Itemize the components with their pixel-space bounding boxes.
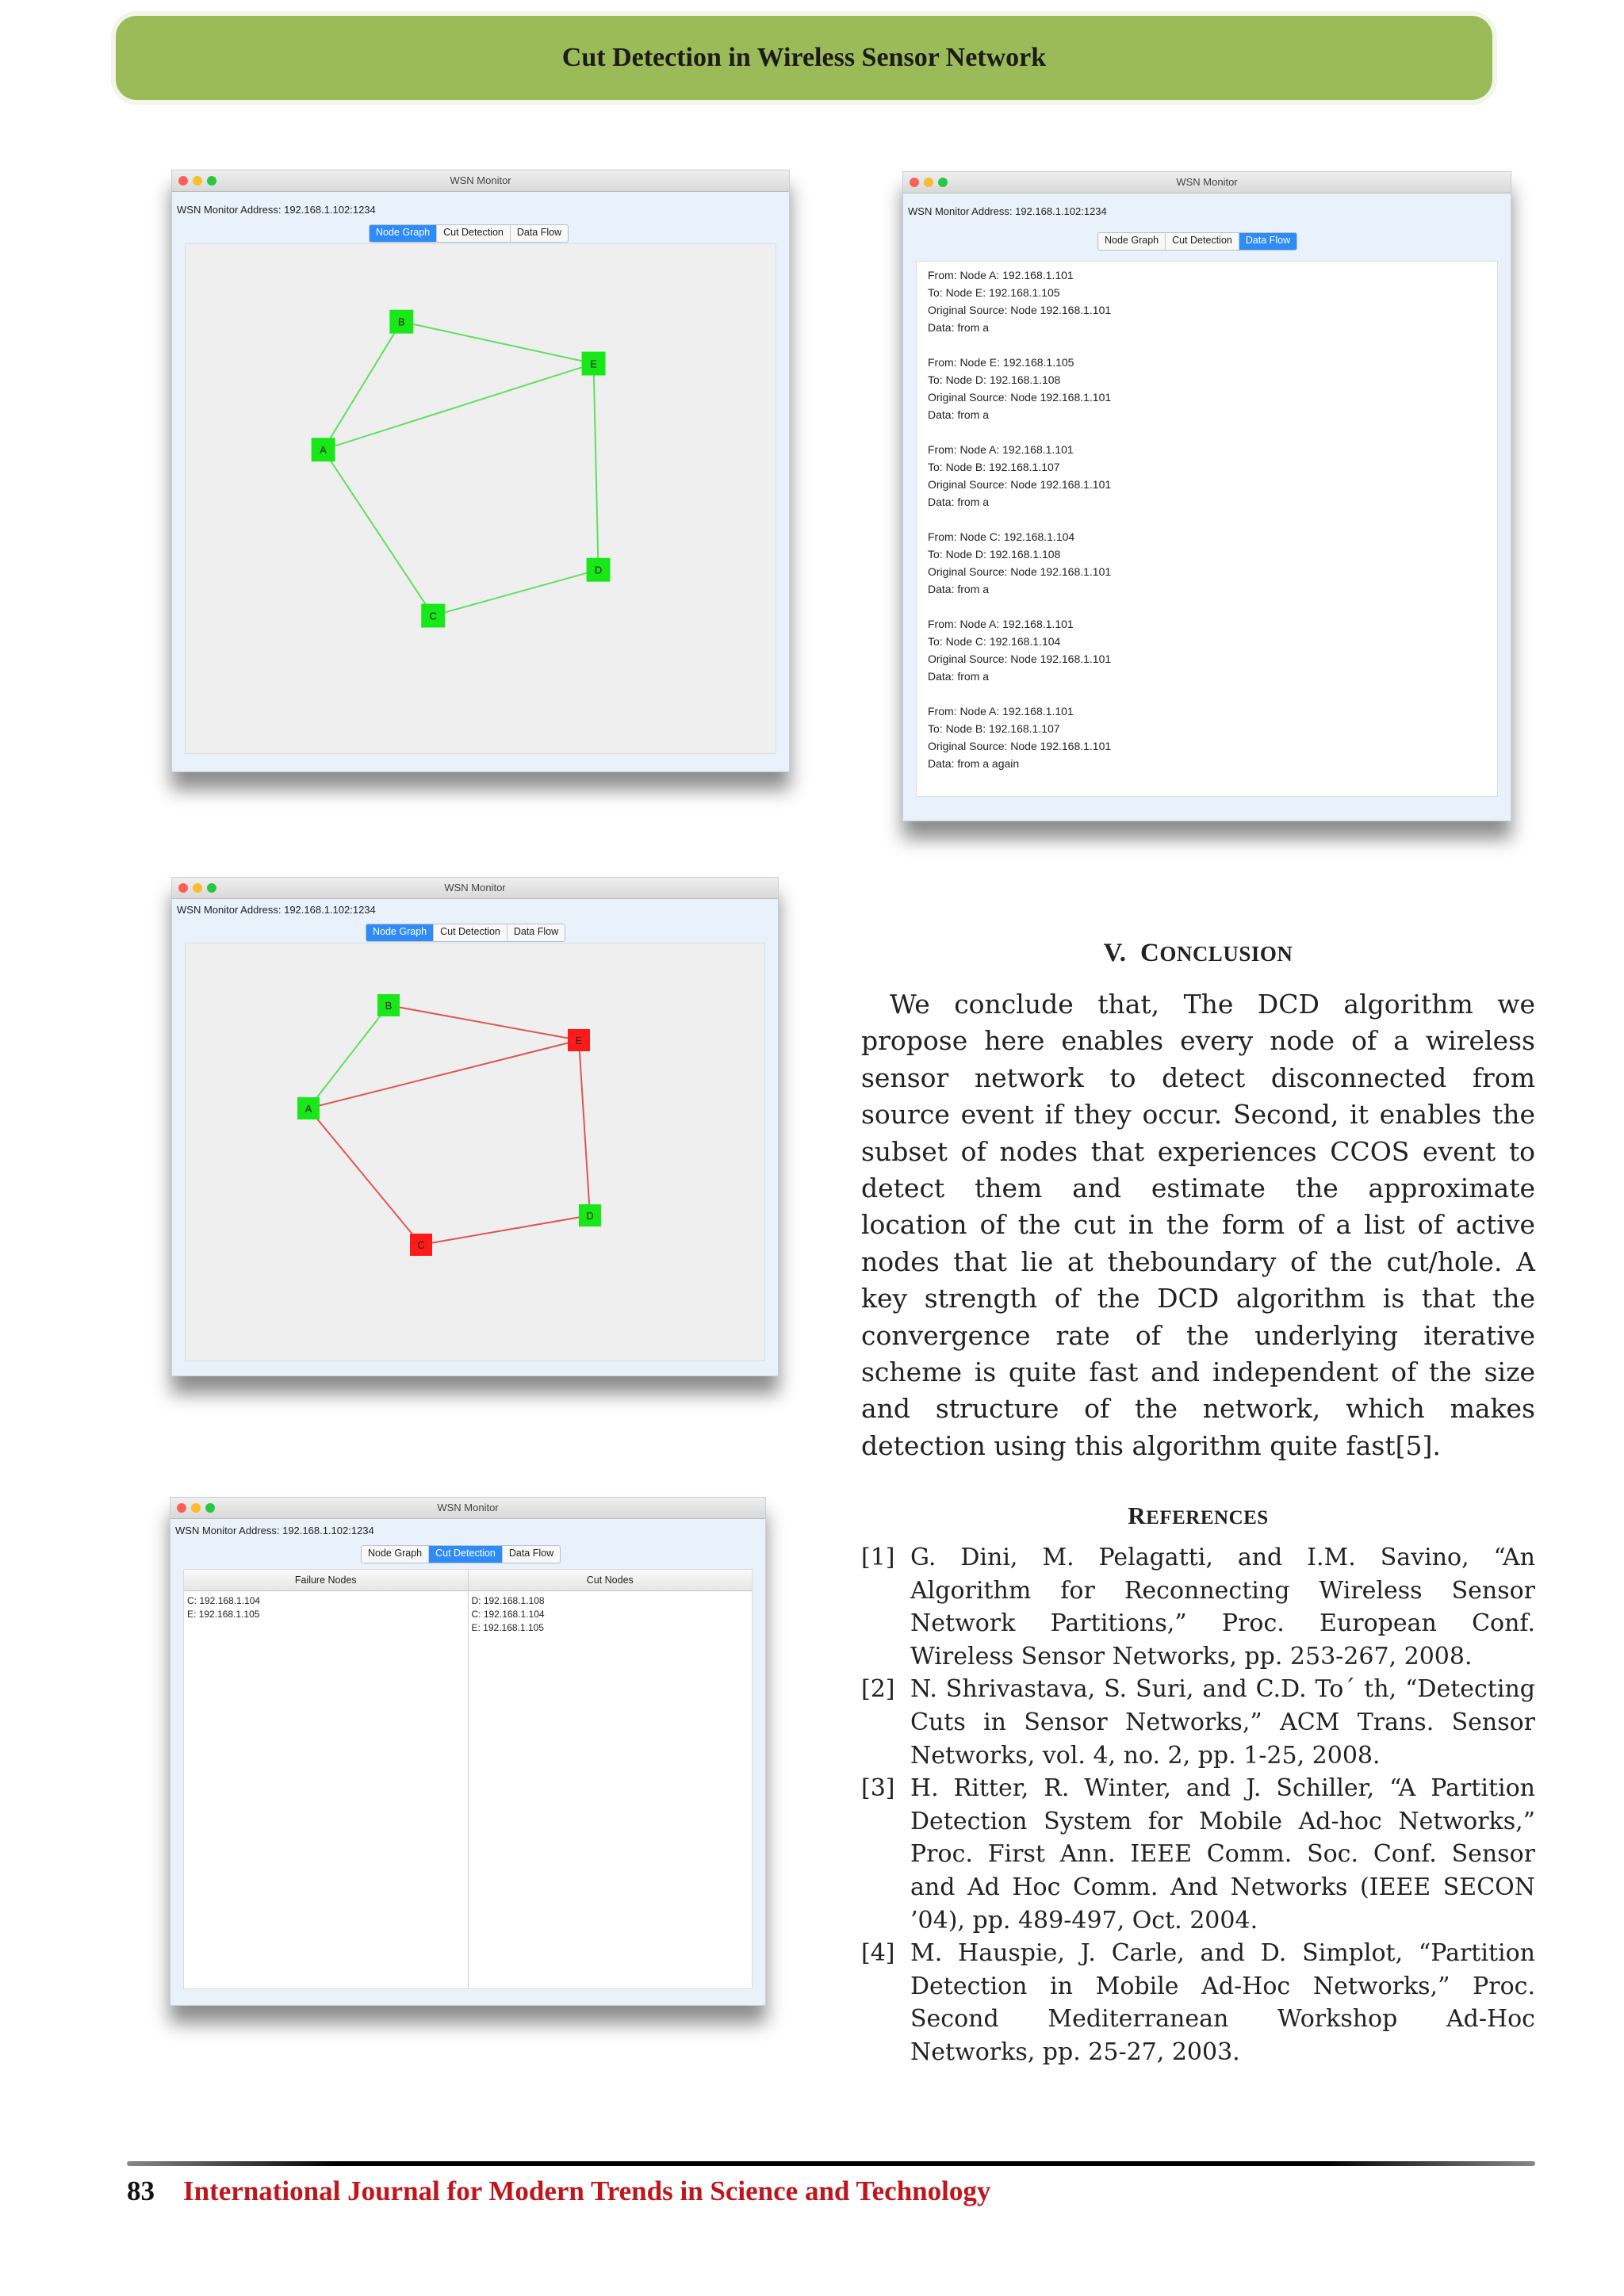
flow-line: Original Source: Node 192.168.1.101 [928,478,1112,491]
tab-node-graph[interactable]: Node Graph [370,225,437,242]
node-label: D [586,1210,594,1222]
link-a-c [324,450,434,615]
flow-entry [928,528,1111,598]
reference-item [861,1937,1535,2068]
flow-line: Data: from a [928,496,990,508]
window-titlebar [903,172,1511,193]
flow-line: Data: from a again [928,757,1020,770]
column-header-cut-nodes[interactable]: Cut Nodes [469,1570,753,1591]
flow-line: Original Source: Node 192.168.1.101 [928,304,1112,316]
heading-initial: R [1128,1502,1147,1529]
page-footer [127,2175,990,2207]
flow-entry [928,702,1111,772]
flow-line: Original Source: Node 192.168.1.101 [928,652,1112,665]
journal-name: International Journal for Modern Trends in Science and Technology [183,2175,991,2206]
node-label: B [397,316,405,328]
reference-text: M. Hauspie, J. Carle, and D. Simplot, “Partition Detection in Mobile Ad-Hoc Networks,” Proc. Second Mediterranean Workshop Ad-Hoc Networks, pp. 25-27, 2003. [910,1939,1535,2066]
tab-cut-detection[interactable]: Cut Detection [429,1546,503,1563]
data-flow-panel [916,261,1498,797]
node-entry[interactable]: C: 192.168.1.104 [471,1609,545,1620]
column-header-failure-nodes[interactable]: Failure Nodes [184,1570,468,1591]
sensor-node-c[interactable] [421,604,445,628]
sensor-node-b[interactable] [389,310,413,334]
references-heading [861,1502,1535,1530]
node-label: A [304,1103,312,1115]
footer-rule [127,2161,1535,2166]
node-label: C [417,1239,425,1251]
flow-line: Original Source: Node 192.168.1.101 [928,740,1112,752]
node-entry[interactable]: D: 192.168.1.108 [471,1595,545,1606]
wsn-monitor-window-cut-detection [170,1497,766,2006]
node-label: C [429,610,437,622]
tab-data-flow[interactable]: Data Flow [513,926,559,937]
heading-rest: EFERENCES [1146,1507,1269,1529]
node-label: E [590,358,597,370]
window-titlebar [172,170,789,192]
flow-entry [928,441,1111,511]
reference-item [861,1541,1535,1673]
node-entry[interactable]: E: 192.168.1.105 [187,1609,260,1620]
link-a-c [308,1108,421,1245]
window-titlebar [170,1498,765,1519]
network-graph [186,943,764,1360]
flow-line: From: Node E: 192.168.1.105 [928,356,1074,369]
flow-entry [928,266,1111,336]
flow-line: From: Node A: 192.168.1.101 [928,269,1074,281]
cut-nodes-list [469,1591,753,1635]
flow-line: To: Node D: 192.168.1.108 [928,373,1061,386]
flow-line: Data: from a [928,408,990,421]
network-graph [186,244,776,753]
link-b-e [401,322,593,364]
heading-initial: C [1139,939,1160,967]
section-number: V. [1103,939,1127,967]
reference-number: [3] [861,1774,895,1803]
reference-text: H. Ritter, R. Winter, and J. Schiller, “A Partition Detection System for Mobile Ad-hoc Networks,” Proc. First Ann. IEEE Comm. Soc. Conf. Sensor and Ad Hoc Comm. And Networks (IEEE SECON ’04), pp. 489-497, Oct. 2004. [910,1774,1535,1934]
reference-list [861,1541,1535,2069]
tab-data-flow[interactable]: Data Flow [516,227,562,238]
tab-node-graph[interactable]: Node Graph [1098,233,1166,250]
node-label: D [594,564,603,576]
conclusion-heading [861,939,1535,968]
flow-entry [928,615,1111,685]
sensor-node-e[interactable] [582,352,606,376]
cut-detection-table [184,1570,752,1988]
reference-item [861,1772,1535,1937]
node-graph-panel [185,243,776,754]
failure-nodes-list [184,1591,468,1621]
wsn-monitor-window-node-graph-cut [171,877,779,1376]
sensor-node-e[interactable] [568,1029,590,1051]
flow-line: Data: from a [928,670,990,683]
node-label: B [385,1000,393,1012]
tab-node-graph[interactable]: Node Graph [362,1546,429,1563]
reference-number: [1] [861,1544,895,1571]
link-a-b [324,322,402,450]
link-a-e [324,364,594,450]
sensor-node-b[interactable] [377,994,400,1016]
tab-cut-detection[interactable]: Cut Detection [1166,233,1239,250]
node-label: E [575,1035,583,1047]
tab-cut-detection[interactable]: Cut Detection [434,924,508,941]
window-title: WSN Monitor [444,882,506,894]
flow-line: To: Node D: 192.168.1.108 [928,548,1061,561]
tab-data-flow[interactable]: Data Flow [508,1548,554,1559]
data-flow-log [928,266,1111,790]
sensor-node-a[interactable] [297,1097,320,1119]
monitor-address: WSN Monitor Address: 192.168.1.102:1234 [175,1525,374,1536]
sensor-node-c[interactable] [410,1234,432,1256]
cut-nodes-column [469,1570,753,1988]
monitor-address: WSN Monitor Address: 192.168.1.102:1234 [908,205,1107,217]
tab-bar [366,924,565,942]
reference-text: G. Dini, M. Pelagatti, and I.M. Savino, “An Algorithm for Reconnecting Wireless Sensor Network Partitions,” Proc. European Conf. Wireless Sensor Networks, pp. 253-267, 2008. [910,1544,1535,1670]
monitor-address: WSN Monitor Address: 192.168.1.102:1234 [177,204,376,216]
sensor-node-a[interactable] [312,438,335,461]
tab-data-flow[interactable]: Data Flow [1239,233,1297,250]
tab-node-graph[interactable]: Node Graph [366,924,434,941]
window-title: WSN Monitor [450,174,511,186]
tab-bar [369,224,569,243]
sensor-node-d[interactable] [579,1204,601,1226]
link-c-d [433,570,598,616]
link-a-e [308,1040,579,1108]
window-title: WSN Monitor [437,1502,499,1513]
tab-bar [1097,232,1297,251]
reference-number: [2] [861,1675,895,1704]
reference-item [861,1673,1535,1772]
link-b-e [389,1005,579,1040]
cut-detection-panel [183,1569,753,1989]
flow-line: From: Node A: 192.168.1.101 [928,705,1074,718]
flow-line: Data: from a [928,583,990,595]
node-entry[interactable]: C: 192.168.1.104 [187,1595,261,1606]
node-graph-panel [185,943,765,1361]
wsn-monitor-window-data-flow [902,171,1511,821]
flow-entry [928,354,1111,423]
failure-nodes-column [184,1570,469,1988]
flow-line: From: Node A: 192.168.1.101 [928,443,1074,456]
link-c-d [421,1215,590,1245]
link-a-b [308,1005,389,1108]
wsn-monitor-window-node-graph [171,170,790,772]
heading-rest: ONCLUSION [1159,942,1293,966]
flow-line: To: Node E: 192.168.1.105 [928,286,1060,299]
link-e-d [579,1040,590,1215]
page-number: 83 [127,2175,155,2206]
flow-line: Original Source: Node 192.168.1.101 [928,391,1112,404]
flow-line: From: Node A: 192.168.1.101 [928,618,1074,630]
window-titlebar [172,878,778,899]
reference-number: [4] [861,1939,895,1968]
node-label: A [320,444,327,457]
flow-line: To: Node B: 192.168.1.107 [928,722,1060,735]
flow-line: To: Node B: 192.168.1.107 [928,461,1060,473]
window-title: WSN Monitor [1176,176,1238,188]
flow-line: To: Node C: 192.168.1.104 [928,635,1061,648]
flow-line: Data: from a [928,321,990,334]
link-e-d [594,364,599,570]
sensor-node-d[interactable] [587,558,611,582]
flow-line: Original Source: Node 192.168.1.101 [928,565,1112,578]
conclusion-paragraph: We conclude that, The DCD algorithm we propose here enables every node of a wireless sensor network to detect disconnected from source event if they occur. Second, it enables the subset of nodes that experiences CCOS event to detect them and estimate the approximate location of the cut in the form of a list of active nodes that lie at theboundary of the cut/hole. A key strength of the DCD algorithm is that the convergence rate of the underlying iterative scheme is quite fast and independent of the size and structure of the network, which makes detection using this algorithm quite fast[5]. [861,989,1535,1461]
node-entry[interactable]: E: 192.168.1.105 [471,1622,544,1633]
monitor-address: WSN Monitor Address: 192.168.1.102:1234 [177,904,376,916]
tab-cut-detection[interactable]: Cut Detection [437,225,511,242]
tab-bar [361,1545,561,1563]
reference-text: N. Shrivastava, S. Suri, and C.D. To´ th, “Detecting Cuts in Sensor Networks,” ACM Trans. Sensor Networks, vol. 4, no. 2, pp. 1-25, 2008. [910,1675,1535,1770]
page-header-banner [116,16,1492,100]
page-header-title: Cut Detection in Wireless Sensor Network [561,43,1047,72]
flow-line: From: Node C: 192.168.1.104 [928,530,1075,543]
